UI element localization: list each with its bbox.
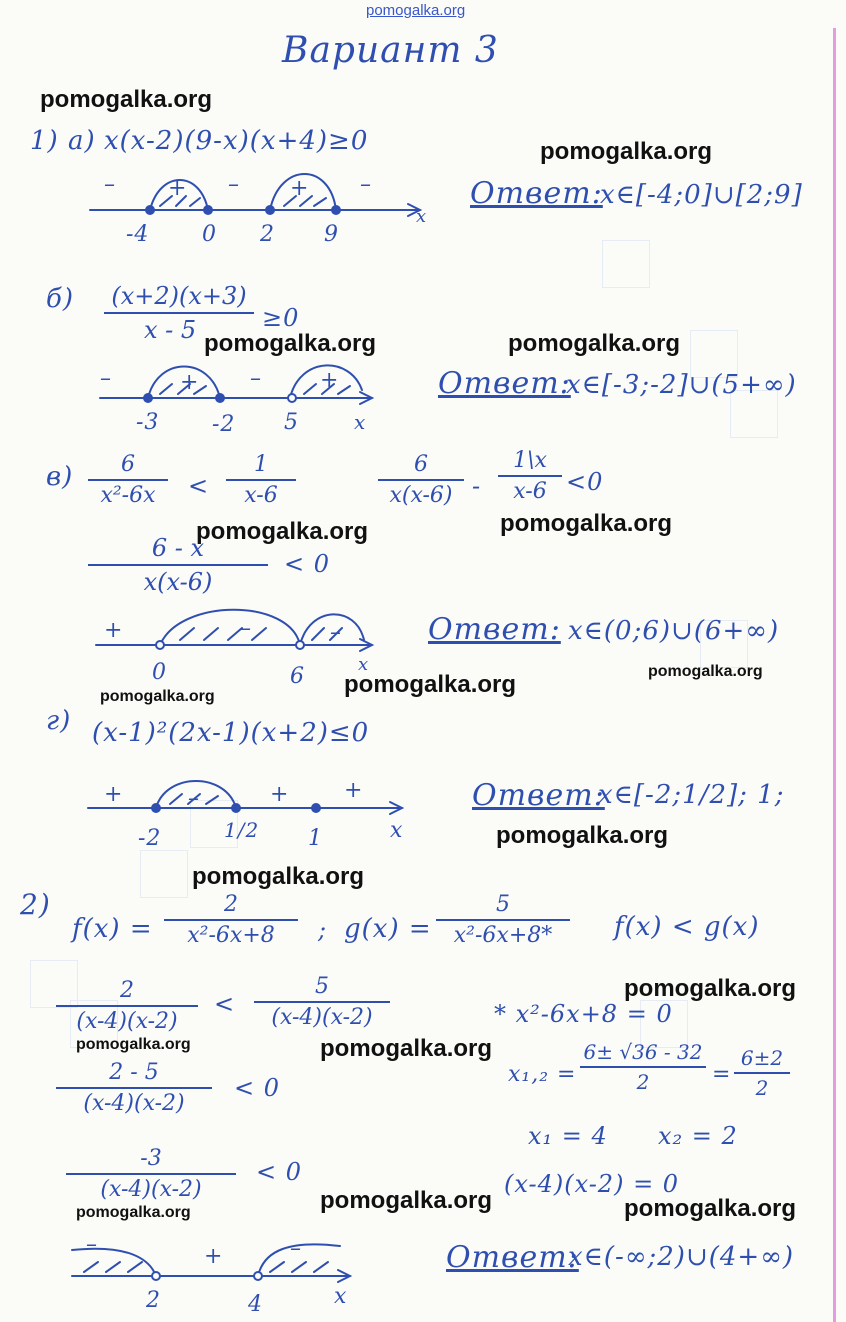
numerator: 6 <box>121 452 135 477</box>
sign: – <box>290 1236 302 1261</box>
watermark: pomogalka.org <box>204 330 377 357</box>
numerator: 1\x <box>513 448 547 473</box>
number-line-2 <box>72 1244 350 1282</box>
numerator: 2 <box>224 892 238 917</box>
number-line-1v <box>96 610 372 651</box>
denominator: x - 5 <box>144 316 197 344</box>
sign: – <box>188 786 200 811</box>
axis-label: x <box>358 654 370 675</box>
task-2-answer: x∈(-∞;2)∪(4+∞) <box>568 1242 794 1272</box>
task-1a-answer: x∈[-4;0]∪[2;9] <box>600 180 803 210</box>
top-watermark-link[interactable]: pomogalka.org <box>366 2 466 19</box>
answer-word: Ответ: <box>428 612 561 647</box>
number-line-1a <box>90 174 420 216</box>
watermark: pomogalka.org <box>496 822 669 849</box>
watermark: pomogalka.org <box>40 86 213 113</box>
task-1g-expression: (x-1)²(2x-1)(x+2)≤0 <box>92 718 370 748</box>
sign: – <box>240 616 252 641</box>
task-1b-label: б) <box>46 284 75 314</box>
sign: + <box>204 1244 224 1269</box>
denominator: x-6 <box>513 479 547 504</box>
watermark: pomogalka.org <box>320 1187 493 1214</box>
f-lhs: f(x) = <box>72 914 153 944</box>
task-1v-answer: x∈(0;6)∪(6+∞) <box>568 616 780 646</box>
point-label: 2 <box>146 1288 161 1313</box>
watermark: pomogalka.org <box>540 138 713 165</box>
numerator: 5 <box>496 892 510 917</box>
relation: ≥0 <box>262 304 300 332</box>
sign: + <box>104 618 124 643</box>
equals: = <box>712 1062 732 1087</box>
point-label: 0 <box>152 660 167 685</box>
axis-label: x <box>334 1284 348 1309</box>
quadratic-equation: * x²-6x+8 = 0 <box>494 1000 673 1028</box>
sign: – <box>104 172 116 197</box>
watermark: pomogalka.org <box>648 663 763 680</box>
numerator: 5 <box>315 974 329 999</box>
factored-equation: (x-4)(x-2) = 0 <box>504 1170 680 1198</box>
answer-word: Ответ: <box>446 1240 579 1275</box>
sign: + <box>344 778 364 803</box>
condition: f(x) < g(x) <box>614 912 760 942</box>
filled-points <box>143 205 341 813</box>
relation: < 0 <box>284 550 331 578</box>
task-1a-expression: x(x-2)(9-x)(x+4)≥0 <box>104 126 369 156</box>
numerator: 6 <box>414 452 428 477</box>
point-label: 0 <box>202 222 217 247</box>
numerator: 6± √36 - 32 <box>583 1040 703 1064</box>
watermark: pomogalka.org <box>100 688 215 705</box>
denominator: x-6 <box>244 483 278 508</box>
sign: – <box>100 366 112 391</box>
number-line-1b <box>100 365 372 404</box>
sign: + <box>320 368 340 393</box>
numerator: 2 <box>120 978 134 1003</box>
watermark: pomogalka.org <box>192 863 365 890</box>
denominator: 2 <box>636 1070 650 1094</box>
relation: <0 <box>566 468 604 496</box>
sign: + <box>168 176 188 201</box>
sign: – <box>86 1232 98 1257</box>
axis-label: x <box>354 410 367 434</box>
roots-lhs: x₁,₂ = <box>508 1062 577 1087</box>
sign: – <box>330 620 342 645</box>
watermark: pomogalka.org <box>344 671 517 698</box>
denominator: 2 <box>755 1076 769 1100</box>
watermark: pomogalka.org <box>508 330 681 357</box>
task-1g-answer: x∈[-2;1/2]; 1; <box>598 780 785 810</box>
open-points <box>152 394 304 1280</box>
number-line-1g <box>88 781 402 814</box>
separator: ; <box>318 916 328 944</box>
watermark: pomogalka.org <box>624 1195 797 1222</box>
point-label: 1 <box>308 826 323 851</box>
page-title: Вариант 3 <box>282 30 499 71</box>
sign: – <box>360 172 372 197</box>
numerator: (x+2)(x+3) <box>111 282 247 310</box>
sign: – <box>250 366 262 391</box>
numerator: 6±2 <box>740 1046 784 1070</box>
watermark: pomogalka.org <box>76 1036 191 1053</box>
point-label: 1/2 <box>224 818 260 842</box>
watermark: pomogalka.org <box>76 1204 191 1221</box>
point-label: -2 <box>212 412 236 437</box>
task-1g-label: г) <box>46 706 72 736</box>
answer-word: Ответ: <box>472 778 605 813</box>
point-label: 5 <box>284 410 299 435</box>
sign: – <box>228 172 240 197</box>
denominator: x²-6x+8* <box>453 923 553 948</box>
denominator: (x-4)(x-2) <box>271 1005 373 1030</box>
denominator: (x-4)(x-2) <box>76 1009 178 1034</box>
numerator: 1 <box>254 452 268 477</box>
task-1a-label: 1) а) <box>30 126 96 156</box>
relation: < <box>188 472 210 500</box>
task-1b-answer: x∈[-3;-2]∪(5+∞) <box>566 370 797 400</box>
numerator: 2 - 5 <box>109 1060 159 1085</box>
sign: + <box>270 782 290 807</box>
sign: + <box>104 782 124 807</box>
point-label: -2 <box>138 826 162 851</box>
point-label: 2 <box>260 222 275 247</box>
task-1v-label: в) <box>46 462 74 492</box>
root-x1: x₁ = 4 <box>528 1122 608 1150</box>
root-x2: x₂ = 2 <box>658 1122 738 1150</box>
denominator: x(x-6) <box>389 483 453 508</box>
point-label: 6 <box>290 664 305 689</box>
point-label: 4 <box>248 1292 263 1317</box>
relation: < 0 <box>234 1074 281 1102</box>
task-2-label: 2) <box>20 888 51 921</box>
sign: + <box>290 176 310 201</box>
numerator: -3 <box>140 1146 162 1171</box>
watermark: pomogalka.org <box>196 518 369 545</box>
denominator: x²-6x <box>100 483 156 508</box>
answer-word: Ответ: <box>438 366 571 401</box>
numerator: 6 - x <box>151 534 205 562</box>
watermark: pomogalka.org <box>500 510 673 537</box>
relation: < 0 <box>256 1158 303 1186</box>
axis-label: x <box>390 818 404 843</box>
denominator: x²-6x+8 <box>187 923 275 948</box>
denominator: (x-4)(x-2) <box>83 1091 185 1116</box>
denominator: x(x-6) <box>143 568 213 596</box>
minus: - <box>472 472 482 500</box>
denominator: (x-4)(x-2) <box>100 1177 202 1202</box>
relation: < <box>214 990 236 1018</box>
watermark: pomogalka.org <box>320 1035 493 1062</box>
axis-label: x <box>416 206 428 227</box>
point-label: -3 <box>136 410 160 435</box>
g-lhs: g(x) = <box>344 914 432 944</box>
answer-word: Ответ: <box>470 176 603 211</box>
point-label: -4 <box>126 222 150 247</box>
watermark: pomogalka.org <box>624 975 797 1002</box>
sign: + <box>180 370 200 395</box>
point-label: 9 <box>324 222 339 247</box>
